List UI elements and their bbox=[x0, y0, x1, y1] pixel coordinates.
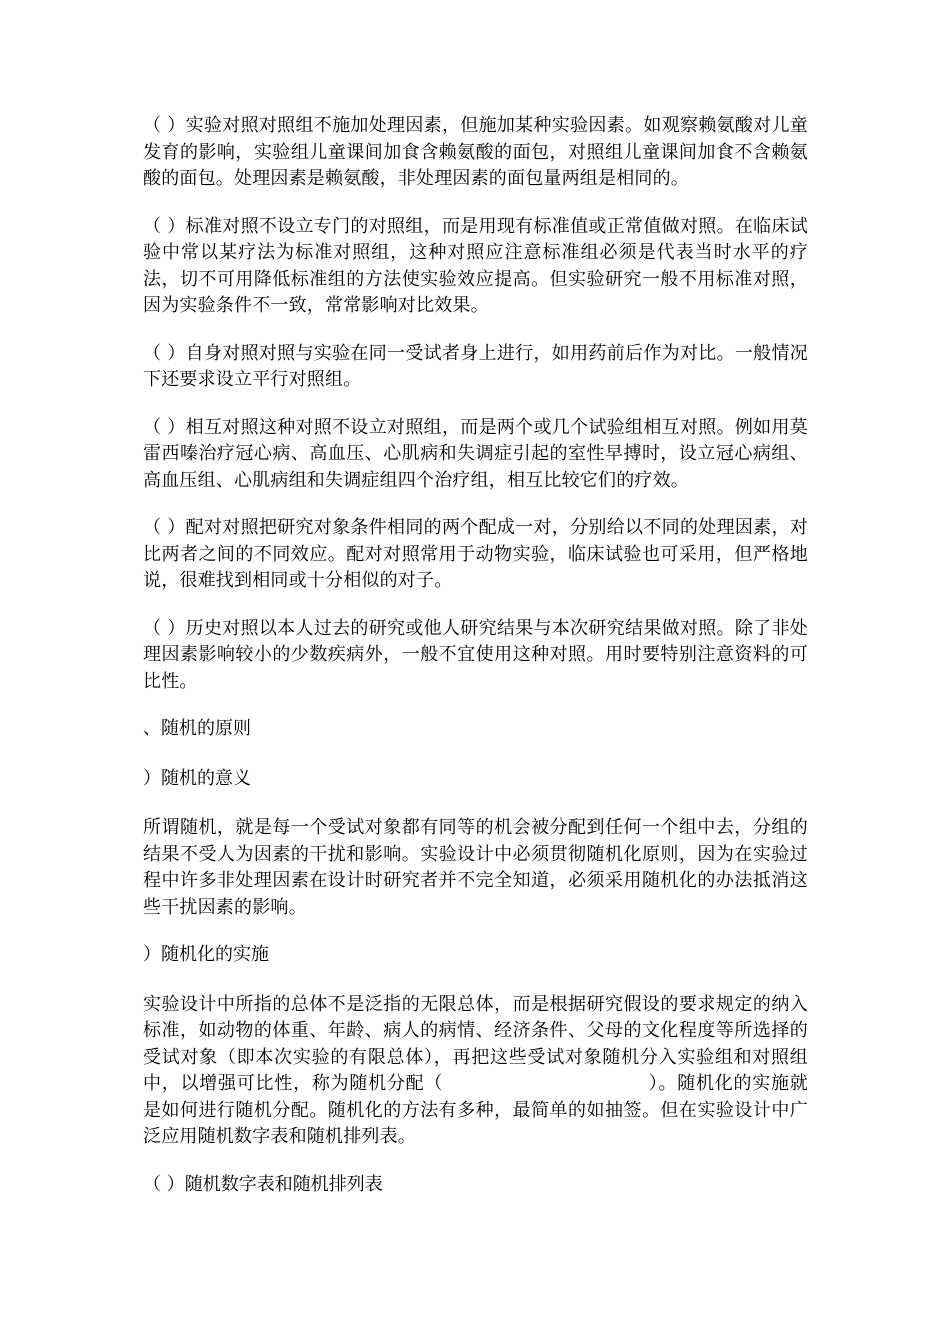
subheading-random-tables: （ ）随机数字表和随机排列表 bbox=[143, 1173, 383, 1195]
subheading-meaning: ）随机的意义 bbox=[143, 767, 251, 789]
paragraph-self-control: （ ）自身对照对照与实验在同一受试者身上进行，如用药前后作为对比。一般情况下还要求设立平行对照组。 bbox=[143, 342, 808, 390]
paragraph-meaning: 所谓随机，就是每一个受试对象都有同等的机会被分配到任何一个组中去，分组的结果不受人为因素的干扰和影响。实验设计中必须贯彻随机化原则，因为在实验过程中许多非处理因素在设计时研究者并不完全知道，必须采用随机化的办法抵消这些干扰因素的影响。 bbox=[143, 817, 808, 918]
paragraph-experimental-control: （ ）实验对照对照组不施加处理因素，但施加某种实验因素。如观察赖氨酸对儿童发育的影响，实验组儿童课间加食含赖氨酸的面包，对照组儿童课间加食不含赖氨酸的面包。处理因素是赖氨酸，非处理因素的面包量两组是相同的。 bbox=[143, 115, 808, 189]
paragraph-standard-control: （ ）标准对照不设立专门的对照组，而是用现有标准值或正常值做对照。在临床试验中常以某疗法为标准对照组，这种对照应注意标准组必须是代表当时水平的疗法，切不可用降低标准组的方法使实验效应提高。但实验研究一般不用标准对照，因为实验条件不一致，常常影响对比效果。 bbox=[143, 215, 808, 316]
paragraph-mutual-control: （ ）相互对照这种对照不设立对照组，而是两个或几个试验组相互对照。例如用莫雷西嗪治疗冠心病、高血压、心肌病和失调症引起的室性早搏时，设立冠心病组、高血压组、心肌病组和失调症组四个治疗组，相互比较它们的疗效。 bbox=[143, 416, 808, 491]
section-heading-randomization: 、随机的原则 bbox=[143, 718, 251, 739]
document-body bbox=[143, 113, 808, 1221]
implementation-text-part-b: ）。随机化的实施就是如何进行随机分配。随机化的方法有多种，最简单的如抽签。但在实验设计中广泛应用随机数字表和随机排列表。 bbox=[143, 1073, 808, 1147]
paragraph-historical-control: （ ）历史对照以本人过去的研究或他人研究结果与本次研究结果做对照。除了非处理因素影响较小的少数疾病外，一般不宜使用这种对照。用时要特别注意资料的可比性。 bbox=[143, 617, 808, 692]
subheading-implementation: ）随机化的实施 bbox=[143, 944, 269, 965]
paragraph-paired-control: （ ）配对对照把研究对象条件相同的两个配成一对，分别给以不同的处理因素，对比两者之间的不同效应。配对对照常用于动物实验，临床试验也可采用，但严格地说，很难找到相同或十分相似的对子。 bbox=[143, 517, 808, 591]
paragraph-implementation bbox=[143, 992, 808, 1151]
implementation-text-part-a: 实验设计中所指的总体不是泛指的无限总体，而是根据研究假设的要求规定的纳入标准，如动物的体重、年龄、病人的病情、经济条件、父母的文化程度等所选择的受试对象（即本次实验的有限总体），再把这些受试对象随机分入实验组和对照组中，以增强可比性，称为随机分配（ bbox=[143, 993, 808, 1094]
